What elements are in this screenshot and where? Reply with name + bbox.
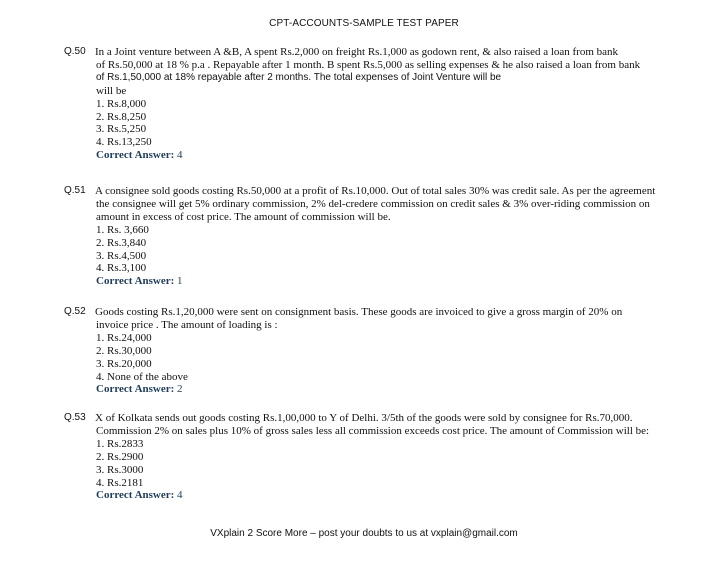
option-2: 2. Rs.2900	[96, 450, 144, 463]
correct-answer-label: Correct Answer:	[96, 149, 175, 162]
page-footer: VXplain 2 Score More – post your doubts to us at vxplain@gmail.com	[210, 528, 518, 539]
correct-answer-value: 4	[174, 149, 183, 162]
option-4: 4. Rs.3,100	[96, 262, 147, 275]
question-text-line: of Rs.50,000 at 18 % p.a . Repayable after 1 month. B spent Rs.5,000 as selling expenses & he also raised a loan from bank	[96, 58, 641, 71]
question-text-line: Goods costing Rs.1,20,000 were sent on consignment basis. These goods are invoiced to give a gross margin of 20% on	[95, 306, 623, 318]
question-text-line: amount in excess of cost price. The amount of commission will be.	[96, 210, 391, 223]
question-number: Q.50	[64, 46, 86, 57]
option-1: 1. Rs.2833	[96, 437, 144, 450]
option-3: 3. Rs.3000	[96, 463, 144, 476]
correct-answer-value: 2	[174, 383, 183, 396]
correct-answer-label: Correct Answer:	[96, 383, 175, 396]
question-number: Q.52	[64, 306, 86, 317]
correct-answer-label: Correct Answer:	[96, 275, 175, 288]
question-51	[64, 185, 724, 288]
question-body	[96, 412, 724, 502]
question-body	[96, 185, 724, 288]
question-50	[64, 46, 724, 162]
option-2: 2. Rs.30,000	[96, 344, 152, 357]
question-text-line: X of Kolkata sends out goods costing Rs.1,00,000 to Y of Delhi. 3/5th of the goods were sold by consignee for Rs.70,000.	[95, 412, 633, 424]
question-text-line: Commission 2% on sales plus 10% of gross sales less all commission exceeds cost price. The amount of Commission will be:	[96, 424, 650, 437]
question-text-line: A consignee sold goods costing Rs.50,000 at a profit of Rs.10,000. Out of total sales 30% was credit sale. As per the agreement	[95, 185, 656, 197]
option-4: 4. None of the above	[96, 370, 188, 383]
correct-answer-label: Correct Answer:	[96, 489, 175, 502]
option-3: 3. Rs.5,250	[96, 123, 147, 136]
option-4: 4. Rs.2181	[96, 476, 144, 489]
question-text-line: of Rs.1,50,000 at 18% repayable after 2 months. The total expenses of Joint Venture will be	[96, 71, 502, 83]
option-4: 4. Rs.13,250	[96, 136, 152, 149]
correct-answer	[96, 383, 724, 396]
question-body	[96, 306, 724, 396]
option-1: 1. Rs.24,000	[96, 331, 152, 344]
page-header: CPT-ACCOUNTS-SAMPLE TEST PAPER	[269, 18, 459, 29]
option-1: 1. Rs. 3,660	[96, 223, 149, 236]
correct-answer	[96, 275, 724, 288]
correct-answer	[96, 489, 724, 502]
correct-answer	[96, 149, 724, 162]
question-52	[64, 306, 724, 396]
question-body	[96, 46, 724, 162]
option-2: 2. Rs.3,840	[96, 236, 147, 249]
question-text-line: will be	[96, 84, 127, 97]
option-3: 3. Rs.20,000	[96, 357, 152, 370]
correct-answer-value: 1	[174, 275, 183, 288]
question-number: Q.51	[64, 185, 86, 196]
question-number: Q.53	[64, 412, 86, 423]
question-text-line: invoice price . The amount of loading is :	[96, 318, 278, 331]
question-text-line: In a Joint venture between A &B, A spent Rs.2,000 on freight Rs.1,000 as godown rent, & also raised a loan from bank	[95, 46, 619, 58]
option-2: 2. Rs.8,250	[96, 110, 147, 123]
option-3: 3. Rs.4,500	[96, 249, 147, 262]
question-53	[64, 412, 724, 502]
correct-answer-value: 4	[174, 489, 183, 502]
option-1: 1. Rs.8,000	[96, 97, 147, 110]
question-text-line: the consignee will get 5% ordinary commission, 2% del-credere commission on credit sales & 3% over-riding commission on	[96, 197, 650, 210]
